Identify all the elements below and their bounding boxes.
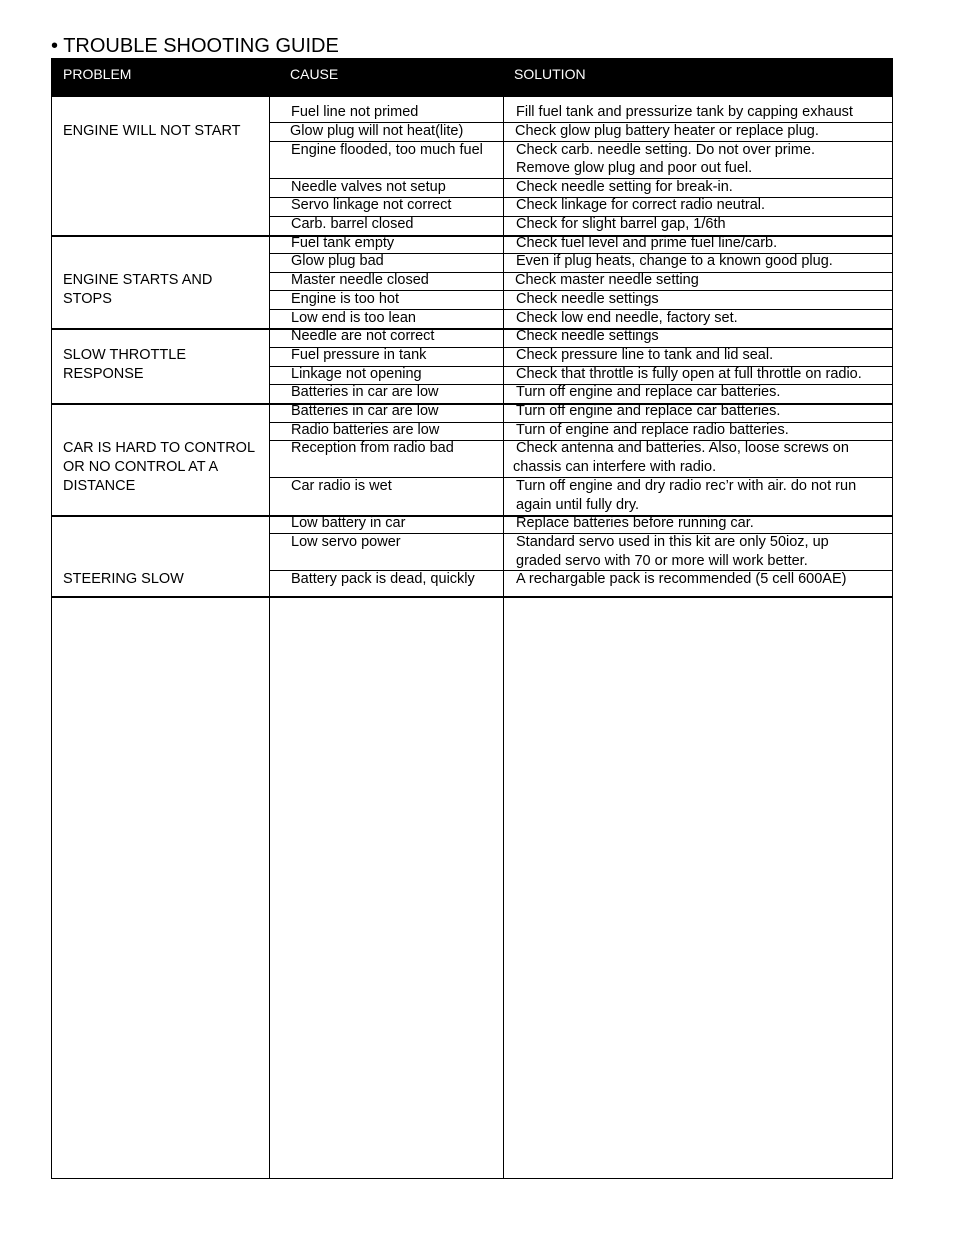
table-header — [51, 58, 893, 97]
column-divider — [503, 97, 504, 1179]
solution-text: Standard servo used in this kit are only 50ioz, up — [516, 534, 829, 550]
cause-text: Fuel pressure in tank — [291, 347, 427, 363]
cause-text: Engine is too hot — [291, 291, 400, 307]
header-problem: PROBLEM — [63, 66, 132, 82]
solution-text: Check needle settings — [516, 291, 659, 307]
problem-text: STEERING SLOW — [63, 571, 184, 587]
cause-text: Batteries in car are low — [291, 403, 439, 419]
cause-text: Carb. barrel closed — [291, 216, 414, 232]
problem-text: RESPONSE — [63, 366, 144, 382]
cause-text: Needle are not correct — [291, 328, 435, 344]
solution-text: Check linkage for correct radio neutral. — [516, 197, 766, 213]
group-divider — [51, 328, 893, 330]
solution-text: Check glow plug battery heater or replace plug. — [515, 123, 819, 139]
solution-text: Check low end needle, factory set. — [516, 310, 738, 326]
solution-text: graded servo with 70 or more will work better. — [516, 553, 808, 569]
problem-text: DISTANCE — [63, 478, 136, 494]
solution-text: Remove glow plug and poor out fuel. — [516, 160, 753, 176]
solution-text: Check fuel level and prime fuel line/carb. — [516, 235, 778, 251]
problem-text: STOPS — [63, 291, 112, 307]
solution-text: Turn off engine and replace car batteries. — [516, 384, 781, 400]
problem-text: ENGINE STARTS AND — [63, 272, 213, 288]
cause-text: Glow plug bad — [291, 253, 384, 269]
page-title: • TROUBLE SHOOTING GUIDE — [51, 35, 339, 57]
solution-text: again until fully dry. — [516, 497, 640, 513]
cause-text: Needle valves not setup — [291, 179, 446, 195]
cause-text: Master needle closed — [291, 272, 429, 288]
problem-text: OR NO CONTROL AT A — [63, 459, 219, 475]
cause-text: Low end is too lean — [291, 310, 416, 326]
problem-text: CAR IS HARD TO CONTROL — [63, 440, 256, 456]
group-divider — [51, 515, 893, 517]
cause-text: Reception from radio bad — [291, 440, 454, 456]
cause-text: Car radio is wet — [291, 478, 392, 494]
solution-text: Replace batteries before running car. — [516, 515, 754, 531]
solution-text: Turn of engine and replace radio batteries. — [516, 422, 789, 438]
solution-text: Even if plug heats, change to a known good plug. — [516, 253, 833, 269]
header-cause: CAUSE — [290, 66, 339, 82]
solution-text: Turn off engine and replace car batteries. — [516, 403, 781, 419]
solution-text: Fill fuel tank and pressurize tank by capping exhaust — [516, 104, 853, 120]
problem-text: SLOW THROTTLE — [63, 347, 186, 363]
cause-text: Linkage not opening — [291, 366, 422, 382]
cause-text: Fuel tank empty — [291, 235, 395, 251]
cause-text: Batteries in car are low — [291, 384, 439, 400]
cause-text: Battery pack is dead, quickly — [291, 571, 475, 587]
solution-text: chassis can interfere with radio. — [513, 459, 717, 475]
header-solution: SOLUTION — [514, 66, 586, 82]
cause-text: Low battery in car — [291, 515, 406, 531]
cause-text: Glow plug will not heat(lite) — [290, 123, 464, 139]
solution-text: Check for slight barrel gap, 1/6th — [516, 216, 726, 232]
solution-text: Check carb. needle setting. Do not over prime. — [516, 142, 816, 158]
solution-text: Check that throttle is fully open at full throttle on radio. — [516, 366, 862, 382]
group-divider — [51, 596, 893, 598]
solution-text: Check needle setting for break-in. — [516, 179, 733, 195]
solution-text: Check pressure line to tank and lid seal. — [516, 347, 774, 363]
solution-text: Check needle settings — [516, 328, 659, 344]
problem-text: ENGINE WILL NOT START — [63, 123, 241, 139]
cause-text: Low servo power — [291, 534, 401, 550]
solution-text: Turn off engine and dry radio rec’r with air. do not run — [516, 478, 857, 494]
solution-text: Check master needle setting — [515, 272, 699, 288]
column-divider — [269, 97, 270, 1179]
cause-text: Fuel line not primed — [291, 104, 419, 120]
solution-text: Check antenna and batteries. Also, loose screws on — [516, 440, 849, 456]
solution-text: A rechargable pack is recommended (5 cell 600AE) — [516, 571, 847, 587]
cause-text: Radio batteries are low — [291, 422, 440, 438]
cause-text: Engine flooded, too much fuel — [291, 142, 483, 158]
cause-text: Servo linkage not correct — [291, 197, 452, 213]
